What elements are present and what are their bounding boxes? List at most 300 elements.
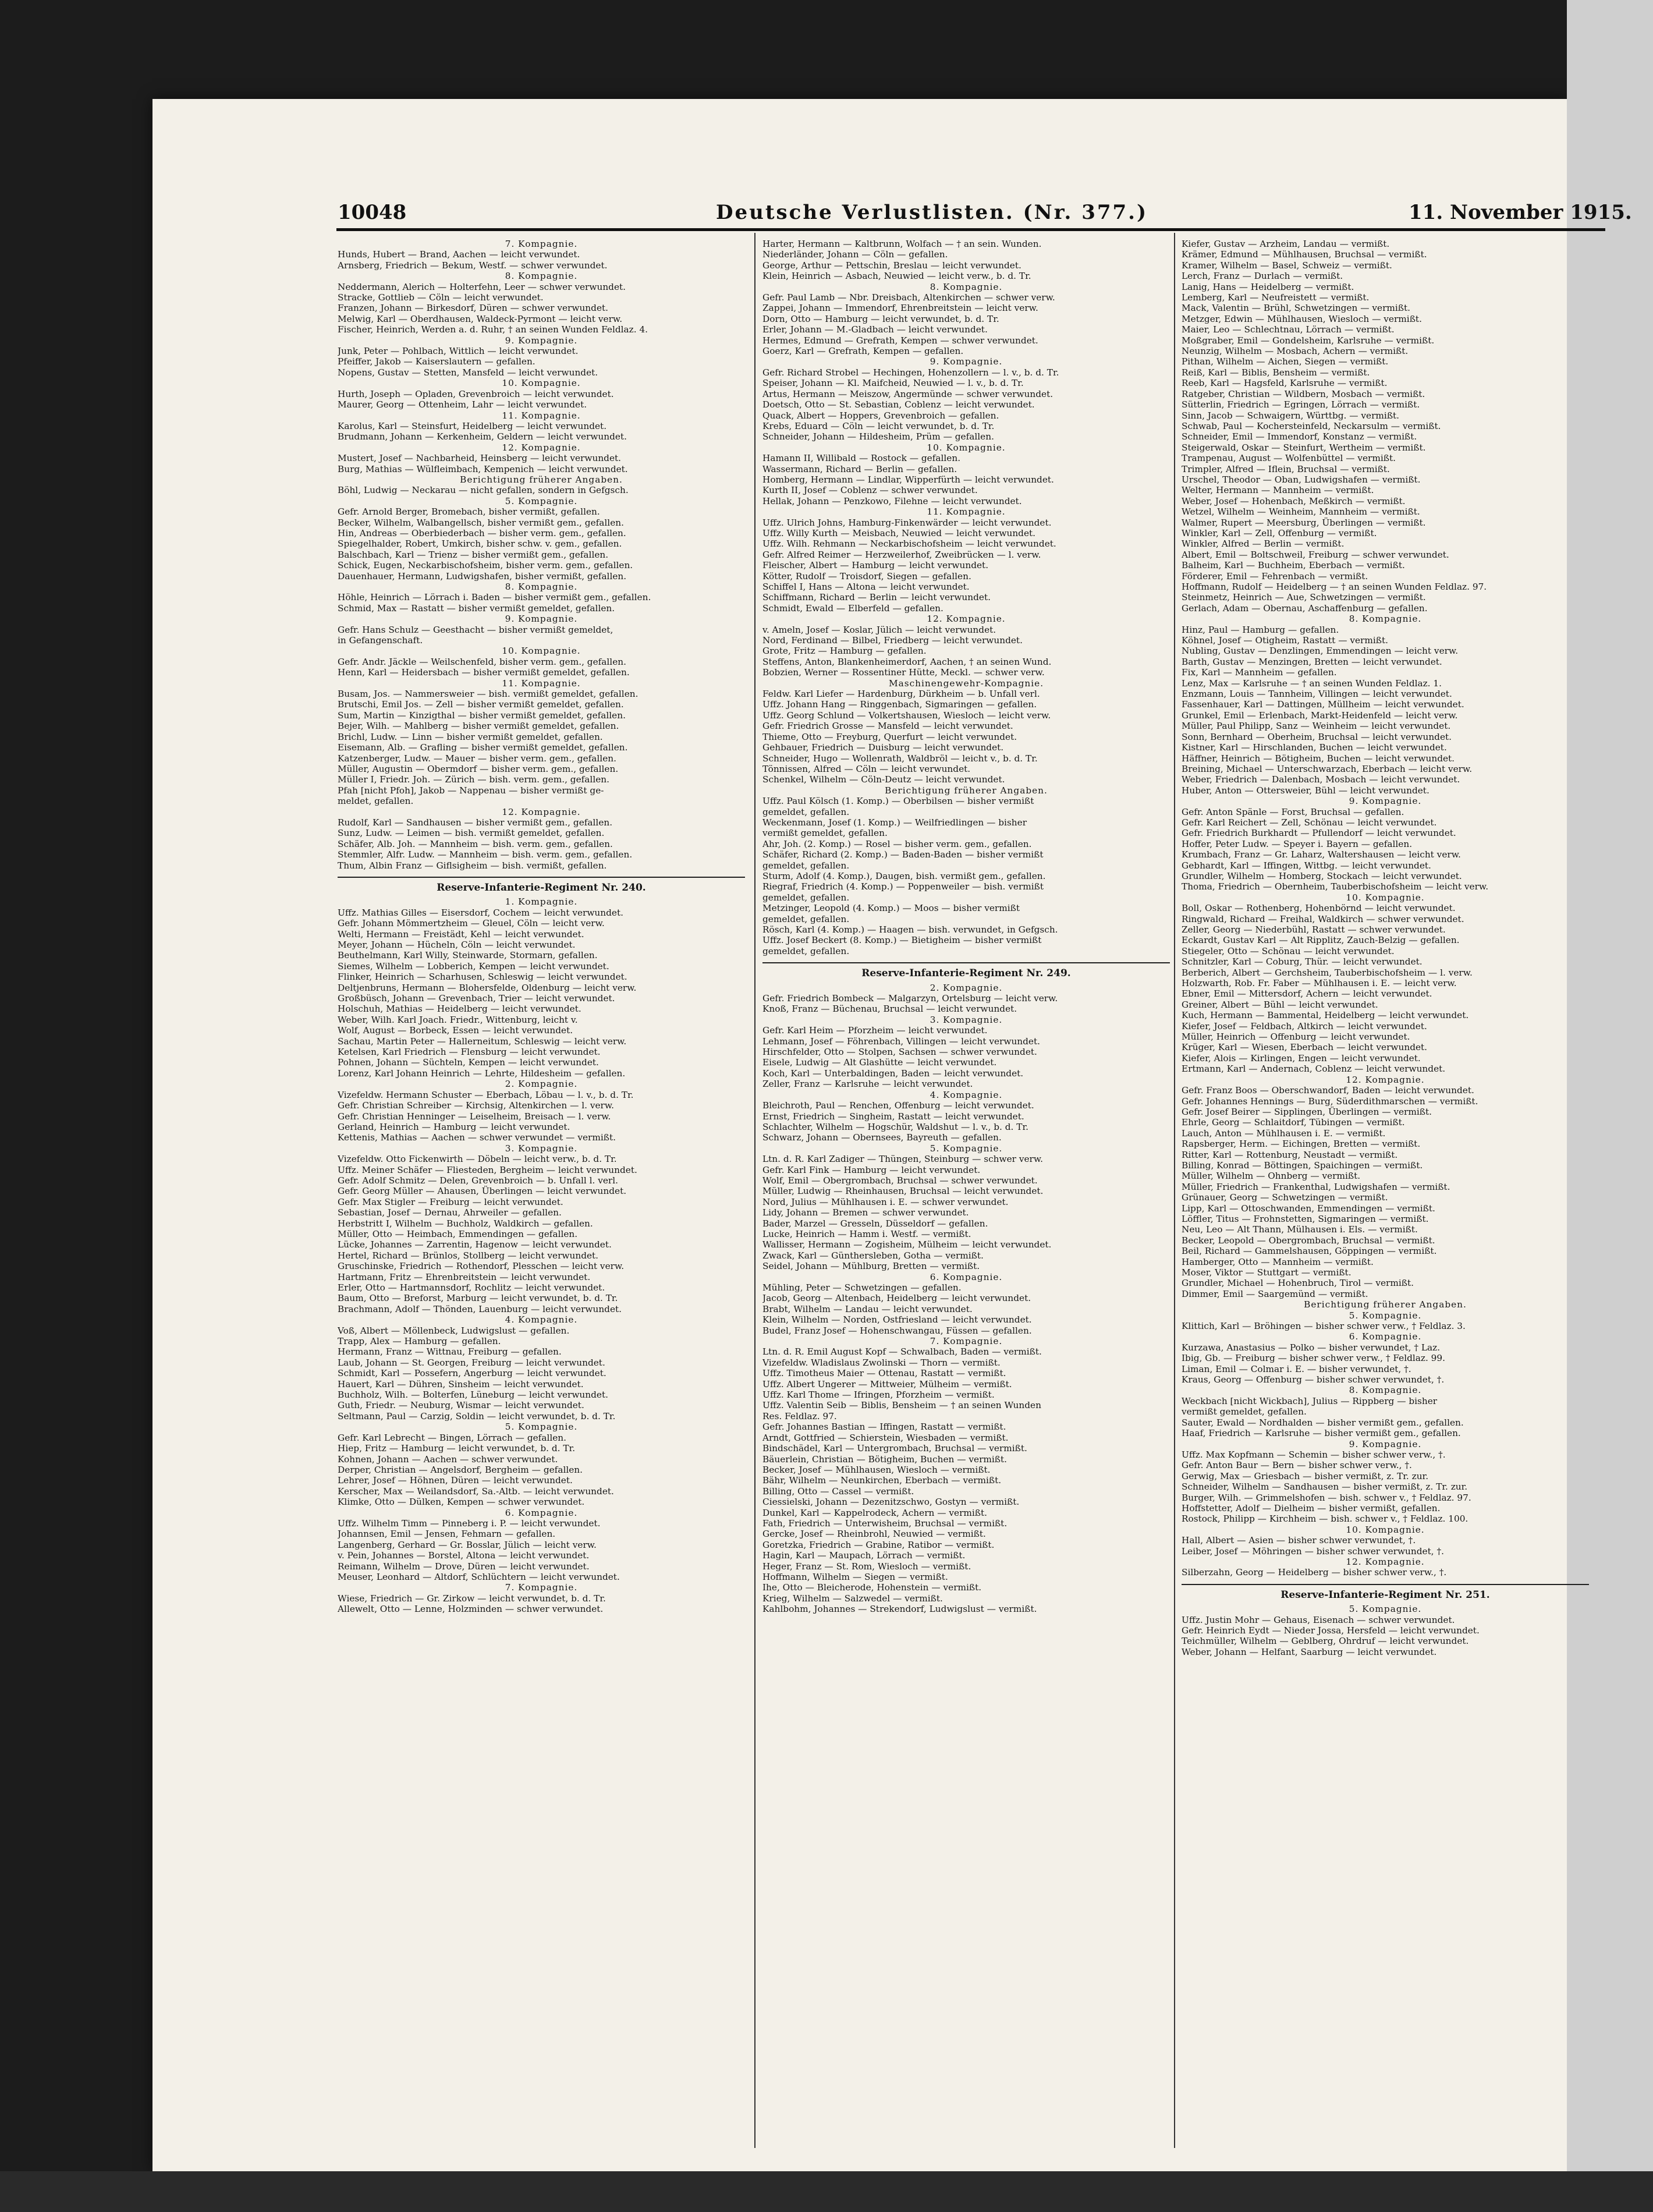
casualty-entry: Katzenberger, Ludw. — Mauer — bisher verm. gem., gefallen. bbox=[338, 753, 616, 764]
casualty-entry: Gefr. Arnold Berger, Bromebach, bisher vermißt, gefallen. bbox=[338, 506, 600, 517]
casualty-entry: Speiser, Johann — Kl. Maifcheid, Neuwied — l. v., b. d. Tr. bbox=[762, 378, 1024, 389]
casualty-entry: Gruschinske, Friedrich — Rothendorf, Plesschen — leicht verw. bbox=[338, 1261, 625, 1272]
casualty-entry: Gefr. Richard Strobel — Hechingen, Hohenzollern — l. v., b. d. Tr. bbox=[762, 367, 1059, 378]
section-heading: 8. Kompagnie. bbox=[1349, 614, 1422, 625]
casualty-entry: Brabt, Wilhelm — Landau — leicht verwundet. bbox=[762, 1303, 973, 1314]
casualty-entry: Wetzel, Wilhelm — Weinheim, Mannheim — vermißt. bbox=[1182, 506, 1420, 517]
casualty-entry: Müller, Friedrich — Frankenthal, Ludwigshafen — vermißt. bbox=[1182, 1181, 1450, 1192]
casualty-entry: Lipp, Karl — Ottoschwanden, Emmendingen — vermißt. bbox=[1182, 1203, 1435, 1214]
casualty-entry: Spiegelhalder, Robert, Umkirch, bisher schw. v. gem., gefallen. bbox=[338, 538, 622, 550]
casualty-entry: Gefr. Karl Reichert — Zell, Schönau — leicht verwundet. bbox=[1182, 817, 1437, 828]
casualty-entry: Melwig, Karl — Oberdhausen, Waldeck-Pyrmont — leicht verw. bbox=[338, 313, 623, 324]
casualty-entry: Köhnel, Josef — Otigheim, Rastatt — vermißt. bbox=[1182, 635, 1388, 646]
section-heading: 10. Kompagnie. bbox=[502, 646, 581, 657]
casualty-entry: Sonn, Bernhard — Oberheim, Bruchsal — leicht verwundet. bbox=[1182, 731, 1452, 742]
casualty-entry: Krumbach, Franz — Gr. Laharz, Waltershausen — leicht verw. bbox=[1182, 849, 1461, 860]
casualty-entry: Schmid, Max — Rastatt — bisher vermißt gemeldet, gefallen. bbox=[338, 602, 615, 614]
section-heading: 9. Kompagnie. bbox=[505, 335, 578, 346]
casualty-entry: Haaf, Friedrich — Karlsruhe — bisher vermißt gem., gefallen. bbox=[1182, 1428, 1461, 1439]
casualty-entry: Mühling, Peter — Schwetzingen — gefallen. bbox=[762, 1282, 962, 1293]
casualty-entry: Uffz. Willy Kurth — Meisbach, Neuwied — leicht verwundet. bbox=[762, 527, 1036, 538]
casualty-entry: Großbüsch, Johann — Grevenbach, Trier — leicht verwundet. bbox=[338, 993, 615, 1004]
casualty-entry: Beuthelmann, Karl Willy, Steinwarde, Stormarn, gefallen. bbox=[338, 950, 598, 961]
casualty-entry: Siemes, Wilhelm — Lobberich, Kempen — leicht verwundet. bbox=[338, 960, 609, 972]
casualty-entry: Dunkel, Karl — Kappelrodeck, Achern — vermißt. bbox=[762, 1507, 988, 1518]
casualty-entry: Müller, Ludwig — Rheinhausen, Bruchsal — leicht verwundet. bbox=[762, 1186, 1044, 1197]
casualty-entry: Ketelsen, Karl Friedrich — Flensburg — leicht verwundet. bbox=[338, 1047, 601, 1058]
casualty-entry: Henn, Karl — Heidersbach — bisher vermißt gemeldet, gefallen. bbox=[338, 667, 630, 678]
casualty-entry: Lehmann, Josef — Föhrenbach, Villingen — leicht verwundet. bbox=[762, 1036, 1040, 1047]
casualty-entry: Barth, Gustav — Menzingen, Bretten — leicht verwundet. bbox=[1182, 656, 1442, 667]
casualty-entry: Herbstritt I, Wilhelm — Buchholz, Waldkirch — gefallen. bbox=[338, 1218, 593, 1229]
casualty-entry: Uffz. Justin Mohr — Gehaus, Eisenach — schwer verwundet. bbox=[1182, 1614, 1455, 1625]
casualty-entry: Uffz. Mathias Gilles — Eisersdorf, Cochem — leicht verwundet. bbox=[338, 907, 623, 918]
casualty-entry: Walmer, Rupert — Meersburg, Überlingen — vermißt. bbox=[1182, 517, 1426, 528]
casualty-entry: Hoffmann, Rudolf — Heidelberg — † an seinen Wunden Feldlaz. 97. bbox=[1182, 582, 1487, 592]
casualty-entry: Hermes, Edmund — Grefrath, Kempen — schwer verwundet. bbox=[762, 335, 1038, 346]
casualty-entry: Artus, Hermann — Meiszow, Angermünde — schwer verwundet. bbox=[762, 388, 1053, 399]
casualty-entry: Breining, Michael — Unterschwarzach, Eberbach — leicht verw. bbox=[1182, 763, 1473, 774]
casualty-entry: Huber, Anton — Ottersweier, Bühl — leicht verwundet. bbox=[1182, 785, 1429, 796]
casualty-entry: Gefr. Anton Baur — Bern — bisher schwer verw., †. bbox=[1182, 1460, 1412, 1471]
page-title: Deutsche Verlustlisten. (Nr. 377.) bbox=[716, 201, 1148, 224]
casualty-entry: Steinmetz, Heinrich — Aue, Schwetzingen — vermißt. bbox=[1182, 592, 1426, 603]
casualty-entry: Müller, Heinrich — Offenburg — leicht verwundet. bbox=[1182, 1031, 1410, 1043]
casualty-entry: gemeldet, gefallen. bbox=[762, 945, 850, 956]
section-heading: 2. Kompagnie. bbox=[505, 1079, 578, 1090]
casualty-entry: Vizefeldw. Wladislaus Zwolinski — Thorn — vermißt. bbox=[762, 1357, 1001, 1368]
casualty-entry: Flinker, Heinrich — Scharhusen, Schleswig — leicht verwundet. bbox=[338, 972, 627, 983]
casualty-entry: Kiefer, Gustav — Arzheim, Landau — vermißt. bbox=[1182, 239, 1390, 249]
section-heading: 12. Kompagnie. bbox=[502, 442, 581, 453]
casualty-entry: Bäuerlein, Christian — Bötigheim, Buchen — vermißt. bbox=[762, 1454, 1008, 1465]
scan-margin-bottom bbox=[0, 2171, 1653, 2212]
casualty-entry: Uffz. Meiner Schäfer — Fliesteden, Bergheim — leicht verwundet. bbox=[338, 1164, 637, 1175]
casualty-entry: Gefr. Johann Mömmertzheim — Gleuel, Cöln — leicht verw. bbox=[338, 918, 605, 929]
casualty-entry: Hinz, Paul — Hamburg — gefallen. bbox=[1182, 624, 1339, 635]
casualty-entry: Ahr, Joh. (2. Komp.) — Rosel — bisher verm. gem., gefallen. bbox=[762, 838, 1032, 849]
casualty-entry: Welter, Hermann — Mannheim — vermißt. bbox=[1182, 485, 1374, 496]
casualty-entry: Gehbauer, Friedrich — Duisburg — leicht verwundet. bbox=[762, 742, 1004, 753]
casualty-entry: Schneider, Hugo — Wollenrath, Waldbröl — leicht v., b. d. Tr. bbox=[762, 753, 1038, 764]
casualty-entry: Enzmann, Louis — Tannheim, Villingen — leicht verwundet. bbox=[1182, 689, 1452, 700]
casualty-entry: Brutschi, Emil Jos. — Zell — bisher vermißt gemeldet, gefallen. bbox=[338, 699, 624, 710]
casualty-entry: Weber, Friedrich — Dalenbach, Mosbach — leicht verwundet. bbox=[1182, 774, 1460, 785]
casualty-entry: Billing, Otto — Cassel — vermißt. bbox=[762, 1486, 914, 1497]
casualty-entry: Hertel, Richard — Brünlos, Stollberg — leicht verwundet. bbox=[338, 1250, 599, 1261]
casualty-entry: Budel, Franz Josef — Hohenschwangau, Füssen — gefallen. bbox=[762, 1325, 1032, 1336]
section-heading: 9. Kompagnie. bbox=[930, 356, 1003, 367]
regiment-heading: Reserve-Infanterie-Regiment Nr. 251. bbox=[1182, 1584, 1589, 1600]
casualty-entry: Hartmann, Fritz — Ehrenbreitstein — leicht verwundet. bbox=[338, 1271, 591, 1282]
casualty-entry: Nopens, Gustav — Stetten, Mansfeld — leicht verwundet. bbox=[338, 367, 598, 378]
casualty-entry: Voß, Albert — Möllenbeck, Ludwigslust — gefallen. bbox=[338, 1325, 570, 1336]
casualty-entry: Reeb, Karl — Hagsfeld, Karlsruhe — vermißt. bbox=[1182, 378, 1388, 389]
casualty-entry: Uffz. Albert Ungerer — Mittweier, Mülheim — vermißt. bbox=[762, 1378, 1012, 1389]
casualty-entry: Krieg, Wilhelm — Salzwedel — vermißt. bbox=[762, 1593, 943, 1604]
casualty-entry: Doetsch, Otto — St. Sebastian, Coblenz — leicht verwundet. bbox=[762, 399, 1035, 410]
casualty-entry: Lücke, Johannes — Zarrentin, Hagenow — leicht verwundet. bbox=[338, 1239, 612, 1250]
casualty-entry: Hall, Albert — Asien — bisher schwer verwundet, †. bbox=[1182, 1535, 1416, 1546]
casualty-entry: Balschbach, Karl — Trienz — bisher vermißt gem., gefallen. bbox=[338, 549, 609, 560]
casualty-entry: Dauenhauer, Hermann, Ludwigshafen, bisher vermißt, gefallen. bbox=[338, 570, 627, 582]
casualty-entry: Wolf, August — Borbeck, Essen — leicht verwundet. bbox=[338, 1025, 573, 1036]
casualty-entry: Schenkel, Wilhelm — Cöln-Deutz — leicht verwundet. bbox=[762, 774, 1005, 785]
casualty-entry: Niederländer, Johann — Cöln — gefallen. bbox=[762, 249, 948, 260]
section-heading: 8. Kompagnie. bbox=[505, 271, 578, 282]
casualty-entry: Gebhardt, Karl — Iffingen, Wittbg. — leicht verwundet. bbox=[1182, 860, 1431, 871]
casualty-entry: Hoffmann, Wilhelm — Siegen — vermißt. bbox=[762, 1571, 948, 1582]
casualty-entry: Bindschädel, Karl — Untergrombach, Bruchsal — vermißt. bbox=[762, 1443, 1027, 1454]
casualty-entry: Lerch, Franz — Durlach — vermißt. bbox=[1182, 271, 1343, 282]
casualty-entry: Kötter, Rudolf — Troisdorf, Siegen — gefallen. bbox=[762, 570, 971, 582]
casualty-entry: Lidy, Johann — Bremen — schwer verwundet. bbox=[762, 1207, 969, 1218]
casualty-entry: Kiefer, Alois — Kirlingen, Engen — leicht verwundet. bbox=[1182, 1052, 1421, 1064]
casualty-entry: Moßgraber, Emil — Gondelsheim, Karlsruhe — vermißt. bbox=[1182, 335, 1435, 346]
casualty-entry: Mack, Valentin — Brühl, Schwetzingen — vermißt. bbox=[1182, 303, 1411, 314]
casualty-entry: Ertmann, Karl — Andernach, Coblenz — leicht verwundet. bbox=[1182, 1064, 1446, 1075]
casualty-entry: Hellak, Johann — Penzkowo, Filehne — leicht verwundet. bbox=[762, 495, 1022, 506]
casualty-entry: Gefr. Christian Schreiber — Kirchsig, Altenkirchen — l. verw. bbox=[338, 1100, 614, 1111]
casualty-entry: Holschuh, Mathias — Heidelberg — leicht verwundet. bbox=[338, 1004, 581, 1015]
casualty-entry: Quack, Albert — Hoppers, Grevenbroich — gefallen. bbox=[762, 410, 999, 421]
casualty-entry: Müller I, Friedr. Joh. — Zürich — bish. verm. gem., gefallen. bbox=[338, 774, 609, 785]
casualty-entry: Tönnissen, Alfred — Cöln — leicht verwundet. bbox=[762, 763, 971, 774]
casualty-entry: Gefr. Max Stigler — Freiburg — leicht verwundet. bbox=[338, 1196, 563, 1207]
casualty-entry: Winkler, Alfred — Berlin — vermißt. bbox=[1182, 538, 1345, 550]
casualty-entry: Nord, Julius — Mühlhausen i. E. — schwer verwundet. bbox=[762, 1196, 1009, 1207]
casualty-entry: Schäfer, Alb. Joh. — Mannheim — bish. verm. gem., gefallen. bbox=[338, 838, 613, 849]
casualty-entry: Steffens, Anton, Blankenheimerdorf, Aachen, † an seinen Wund. bbox=[762, 656, 1052, 667]
casualty-entry: Dimmer, Emil — Saargemünd — vermißt. bbox=[1182, 1288, 1368, 1299]
section-heading: Berichtigung früherer Angaben. bbox=[885, 785, 1048, 796]
section-heading: Berichtigung früherer Angaben. bbox=[1304, 1299, 1467, 1310]
section-heading: 11. Kompagnie. bbox=[927, 506, 1006, 517]
casualty-entry: Gerlach, Adam — Obernau, Aschaffenburg — gefallen. bbox=[1182, 602, 1428, 614]
section-heading: 8. Kompagnie. bbox=[1349, 1385, 1422, 1396]
casualty-entry: Holzwarth, Rob. Fr. Faber — Mühlhausen i. E. — leicht verw. bbox=[1182, 978, 1457, 989]
casualty-entry: Neu, Leo — Alt Thann, Mülhausen i. Els. — vermißt. bbox=[1182, 1224, 1418, 1235]
section-heading: 11. Kompagnie. bbox=[502, 678, 581, 689]
casualty-entry: Erler, Otto — Hartmannsdorf, Rochlitz — leicht verwundet. bbox=[338, 1282, 605, 1293]
casualty-entry: Metzger, Edwin — Mühlhausen, Wiesloch — vermißt. bbox=[1182, 313, 1422, 324]
casualty-entry: Bobzien, Werner — Rossentiner Hütte, Meckl. — schwer verw. bbox=[762, 667, 1045, 678]
casualty-entry: Burger, Wilh. — Grimmelshofen — bish. schwer v., † Feldlaz. 97. bbox=[1182, 1492, 1471, 1503]
casualty-entry: Müller, Otto — Heimbach, Emmendingen — gefallen. bbox=[338, 1228, 578, 1239]
casualty-entry: Uffz. Karl Thome — Ifringen, Pforzheim — vermißt. bbox=[762, 1389, 995, 1401]
casualty-entry: in Gefangenschaft. bbox=[338, 635, 423, 646]
casualty-entry: Gefr. Karl Fink — Hamburg — leicht verwundet. bbox=[762, 1164, 981, 1175]
casualty-entry: Silberzahn, Georg — Heidelberg — bisher schwer verw., †. bbox=[1182, 1567, 1447, 1578]
casualty-entry: Allewelt, Otto — Lenne, Holzminden — schwer verwundet. bbox=[338, 1604, 604, 1615]
casualty-entry: Albert, Emil — Boltschweil, Freiburg — schwer verwundet. bbox=[1182, 549, 1449, 560]
casualty-entry: Eckardt, Gustav Karl — Alt Ripplitz, Zauch-Belzig — gefallen. bbox=[1182, 935, 1460, 946]
casualty-entry: Schlachter, Wilhelm — Hogschür, Waldshut — l. v., b. d. Tr. bbox=[762, 1121, 1028, 1132]
casualty-entry: Ibig, Gb. — Freiburg — bisher schwer verw., † Feldlaz. 99. bbox=[1182, 1353, 1446, 1364]
casualty-entry: Höhle, Heinrich — Lörrach i. Baden — bisher vermißt gem., gefallen. bbox=[338, 592, 651, 603]
casualty-entry: Stracke, Gottlieb — Cöln — leicht verwundet. bbox=[338, 292, 544, 303]
casualty-entry: Schiffel I, Hans — Altona — leicht verwundet. bbox=[762, 582, 970, 592]
issue-date: 11. November 1915. bbox=[1409, 201, 1632, 224]
casualty-entry: Hurth, Joseph — Opladen, Grevenbroich — leicht verwundet. bbox=[338, 388, 614, 399]
casualty-entry: Sinn, Jacob — Schwaigern, Württbg. — vermißt. bbox=[1182, 410, 1400, 421]
casualty-entry: Ihe, Otto — Bleicherode, Hohenstein — vermißt. bbox=[762, 1582, 982, 1593]
section-heading: 3. Kompagnie. bbox=[505, 1143, 578, 1154]
casualty-entry: gemeldet, gefallen. bbox=[762, 806, 850, 817]
casualty-entry: Förderer, Emil — Fehrenbach — vermißt. bbox=[1182, 570, 1368, 582]
casualty-entry: Pithan, Wilhelm — Aichen, Siegen — vermißt. bbox=[1182, 356, 1389, 367]
casualty-entry: Bader, Marzel — Gresseln, Düsseldorf — gefallen. bbox=[762, 1218, 988, 1229]
casualty-entry: Weber, Wilh. Karl Joach. Friedr., Wittenburg, leicht v. bbox=[338, 1014, 578, 1025]
section-heading: 12. Kompagnie. bbox=[1346, 1074, 1425, 1085]
casualty-entry: Burg, Mathias — Wülfleimbach, Kempenich — leicht verwundet. bbox=[338, 463, 628, 474]
casualty-entry: Uffz. Timotheus Maier — Ottenau, Rastatt — vermißt. bbox=[762, 1368, 1006, 1379]
casualty-entry: Beil, Richard — Gammelshausen, Göppingen — vermißt. bbox=[1182, 1246, 1437, 1257]
casualty-entry: Gefr. Anton Spänle — Forst, Bruchsal — gefallen. bbox=[1182, 806, 1404, 817]
casualty-entry: Greiner, Albert — Bühl — leicht verwundet. bbox=[1182, 999, 1378, 1010]
casualty-entry: Grote, Fritz — Hamburg — gefallen. bbox=[762, 646, 927, 657]
casualty-entry: Lorenz, Karl Johann Heinrich — Lehrte, Hildesheim — gefallen. bbox=[338, 1068, 626, 1079]
casualty-entry: Thum, Albin Franz — Giflsigheim — bish. vermißt, gefallen. bbox=[338, 860, 607, 871]
casualty-entry: Kraus, Georg — Offenburg — bisher schwer verwundet, †. bbox=[1182, 1374, 1445, 1385]
casualty-entry: Gefr. Johannes Bastian — Iffingen, Rastatt — vermißt. bbox=[762, 1422, 1006, 1433]
casualty-entry: Hoffstetter, Adolf — Dielheim — bisher vermißt, gefallen. bbox=[1182, 1502, 1441, 1513]
casualty-entry: Metzinger, Leopold (4. Komp.) — Moos — bisher vermißt bbox=[762, 903, 1020, 914]
casualty-entry: Teichmüller, Wilhelm — Geblberg, Ohrdruf — leicht verwundet. bbox=[1182, 1636, 1469, 1647]
casualty-entry: Schäfer, Richard (2. Komp.) — Baden-Baden — bisher vermißt bbox=[762, 849, 1044, 860]
casualty-entry: Mustert, Josef — Nachbarheid, Heinsberg — leicht verwundet. bbox=[338, 453, 622, 464]
casualty-entry: Uffz. Wilh. Rehmann — Neckarbischofsheim — leicht verwundet. bbox=[762, 538, 1056, 550]
casualty-entry: Weckbach [nicht Wickbach], Julius — Rippberg — bisher bbox=[1182, 1395, 1438, 1406]
section-heading: 2. Kompagnie. bbox=[930, 982, 1003, 993]
regiment-heading: Reserve-Infanterie-Regiment Nr. 249. bbox=[762, 962, 1170, 979]
section-heading: 8. Kompagnie. bbox=[505, 582, 578, 592]
casualty-entry: gemeldet, gefallen. bbox=[762, 913, 850, 924]
casualty-entry: gemeldet, gefallen. bbox=[762, 892, 850, 903]
casualty-entry: Hirschfelder, Otto — Stolpen, Sachsen — schwer verwundet. bbox=[762, 1047, 1037, 1058]
casualty-entry: Kohnen, Johann — Aachen — schwer verwundet. bbox=[338, 1454, 558, 1465]
casualty-entry: Müller, Paul Philipp, Sanz — Weinheim — leicht verwundet. bbox=[1182, 721, 1451, 732]
casualty-entry: Löffler, Titus — Frohnstetten, Sigmaringen — vermißt. bbox=[1182, 1213, 1429, 1224]
casualty-entry: Thieme, Otto — Freyburg, Querfurt — leicht verwundet. bbox=[762, 731, 1017, 742]
section-heading: 10. Kompagnie. bbox=[1346, 1524, 1425, 1535]
casualty-entry: Moser, Viktor — Stuttgart — vermißt. bbox=[1182, 1267, 1352, 1278]
casualty-entry: Uffz. Max Kopfmann — Schemin — bisher schwer verw., †. bbox=[1182, 1449, 1446, 1460]
casualty-entry: Bejer, Wilh. — Mahlberg — bisher vermißt gemeldet, gefallen. bbox=[338, 721, 619, 732]
casualty-entry: Gefr. Adolf Schmitz — Delen, Grevenbroich — b. Unfall l. verl. bbox=[338, 1175, 618, 1186]
casualty-entry: Steigerwald, Oskar — Steinfurt, Wertheim — vermißt. bbox=[1182, 442, 1426, 453]
casualty-entry: Sum, Martin — Kinzigthal — bisher vermißt gemeldet, gefallen. bbox=[338, 710, 626, 721]
casualty-entry: Schneider, Emil — Immendorf, Konstanz — vermißt. bbox=[1182, 431, 1417, 442]
casualty-entry: Maier, Leo — Schlechtnau, Lörrach — vermißt. bbox=[1182, 324, 1395, 335]
casualty-entry: Goretzka, Friedrich — Grabine, Ratibor — vermißt. bbox=[762, 1539, 995, 1550]
casualty-entry: Zeller, Franz — Karlsruhe — leicht verwundet. bbox=[762, 1079, 973, 1090]
casualty-entry: Kerscher, Max — Weilandsdorf, Sa.-Altb. — leicht verwundet. bbox=[338, 1486, 614, 1497]
section-heading: 11. Kompagnie. bbox=[502, 410, 581, 421]
casualty-entry: Weber, Johann — Helfant, Saarburg — leicht verwundet. bbox=[1182, 1646, 1437, 1657]
casualty-entry: Schmidt, Karl — Possefern, Angerburg — leicht verwundet. bbox=[338, 1368, 606, 1379]
casualty-entry: Franzen, Johann — Birkesdorf, Düren — schwer verwundet. bbox=[338, 303, 609, 314]
casualty-entry: Erler, Johann — M.-Gladbach — leicht verwundet. bbox=[762, 324, 988, 335]
casualty-entry: Gefr. Josef Beirer — Sipplingen, Überlingen — vermißt. bbox=[1182, 1106, 1432, 1117]
casualty-entry: vermißt gemeldet, gefallen. bbox=[1182, 1406, 1307, 1417]
casualty-entry: Lemberg, Karl — Neufreistett — vermißt. bbox=[1182, 292, 1370, 303]
casualty-entry: Müller, Wilhelm — Ohnberg — vermißt. bbox=[1182, 1171, 1361, 1182]
casualty-entry: Meyer, Johann — Hücheln, Cöln — leicht verwundet. bbox=[338, 940, 576, 950]
casualty-entry: Meuser, Leonhard — Altdorf, Schlüchtern — leicht verwundet. bbox=[338, 1571, 620, 1582]
casualty-entry: Harter, Hermann — Kaltbrunn, Wolfach — † an sein. Wunden. bbox=[762, 239, 1042, 249]
section-heading: 8. Kompagnie. bbox=[930, 281, 1003, 292]
casualty-entry: Pohnen, Johann — Süchteln, Kempen — leicht verwundet. bbox=[338, 1057, 599, 1068]
section-heading: 10. Kompagnie. bbox=[927, 442, 1006, 453]
casualty-entry: Liman, Emil — Colmar i. E. — bisher verwundet, †. bbox=[1182, 1363, 1411, 1374]
casualty-entry: Fleischer, Albert — Hamburg — leicht verwundet. bbox=[762, 560, 989, 571]
casualty-entry: Goerz, Karl — Grefrath, Kempen — gefallen. bbox=[762, 346, 964, 357]
casualty-entry: Arndt, Gottfried — Schierstein, Wiesbaden — vermißt. bbox=[762, 1432, 1009, 1443]
casualty-entry: v. Pein, Johannes — Borstel, Altona — leicht verwundet. bbox=[338, 1550, 590, 1561]
casualty-entry: Bleichroth, Paul — Renchen, Offenburg — leicht verwundet. bbox=[762, 1100, 1034, 1111]
casualty-entry: Uffz. Paul Kölsch (1. Komp.) — Oberbilsen — bisher vermißt bbox=[762, 796, 1034, 807]
casualty-entry: Klein, Heinrich — Asbach, Neuwied — leicht verw., b. d. Tr. bbox=[762, 271, 1031, 282]
casualty-entry: Wassermann, Richard — Berlin — gefallen. bbox=[762, 463, 957, 474]
header-rule bbox=[336, 228, 1605, 231]
casualty-entry: Berberich, Albert — Gerchsheim, Tauberbischofsheim — l. verw. bbox=[1182, 967, 1473, 978]
casualty-entry: Uffz. Valentin Seib — Biblis, Bensheim — † an seinen Wunden bbox=[762, 1400, 1041, 1411]
casualty-entry: Fix, Karl — Mannheim — gefallen. bbox=[1182, 667, 1337, 678]
casualty-entry: Becker, Leopold — Obergrombach, Bruchsal — vermißt. bbox=[1182, 1235, 1435, 1246]
section-heading: 12. Kompagnie. bbox=[927, 614, 1006, 625]
casualty-entry: Krämer, Edmund — Mühlhausen, Bruchsal — vermißt. bbox=[1182, 249, 1427, 260]
casualty-entry: Hamann II, Willibald — Rostock — gefallen. bbox=[762, 453, 961, 464]
column-divider bbox=[754, 233, 755, 2148]
casualty-entry: Gefr. Friedrich Burkhardt — Pfullendorf — leicht verwundet. bbox=[1182, 828, 1456, 839]
casualty-entry: Grünauer, Georg — Schwetzingen — vermißt. bbox=[1182, 1192, 1388, 1203]
casualty-entry: Laub, Johann — St. Georgen, Freiburg — leicht verwundet. bbox=[338, 1357, 605, 1368]
section-heading: 12. Kompagnie. bbox=[502, 806, 581, 817]
casualty-entry: Eisele, Ludwig — Alt Glashütte — leicht verwundet. bbox=[762, 1057, 997, 1068]
casualty-entry: Gefr. Karl Heim — Pforzheim — leicht verwundet. bbox=[762, 1025, 988, 1036]
casualty-entry: Müller, Augustin — Obermdorf — bisher verm. gem., gefallen. bbox=[338, 763, 619, 774]
section-heading: 6. Kompagnie. bbox=[505, 1507, 578, 1518]
casualty-entry: Karolus, Karl — Steinsfurt, Heidelberg — leicht verwundet. bbox=[338, 420, 607, 431]
casualty-entry: Stemmler, Alfr. Ludw. — Mannheim — bish. verm. gem., gefallen. bbox=[338, 849, 633, 860]
casualty-entry: Lucke, Heinrich — Hamm i. Westf. — vermißt. bbox=[762, 1228, 971, 1239]
section-heading: 9. Kompagnie. bbox=[1349, 796, 1422, 807]
casualty-entry: Schwarz, Johann — Obernsees, Bayreuth — gefallen. bbox=[762, 1132, 1002, 1143]
regiment-heading: Reserve-Infanterie-Regiment Nr. 240. bbox=[338, 877, 745, 893]
casualty-entry: Neunzig, Wilhelm — Mosbach, Achern — vermißt. bbox=[1182, 346, 1409, 357]
casualty-entry: Busam, Jos. — Nammersweier — bish. vermißt gemeldet, gefallen. bbox=[338, 689, 639, 700]
casualty-entry: Rapsberger, Herm. — Eichingen, Bretten — vermißt. bbox=[1182, 1139, 1421, 1150]
casualty-entry: Kramer, Wilhelm — Basel, Schweiz — vermißt. bbox=[1182, 260, 1392, 271]
casualty-entry: Lehrer, Josef — Höhnen, Düren — leicht verwundet. bbox=[338, 1475, 573, 1486]
casualty-entry: Krüger, Karl — Wiesen, Eberbach — leicht verwundet. bbox=[1182, 1042, 1428, 1053]
casualty-entry: Gefr. Hans Schulz — Geesthacht — bisher vermißt gemeldet, bbox=[338, 624, 613, 635]
casualty-entry: Ltn. d. R. Emil August Kopf — Schwalbach, Baden — vermißt. bbox=[762, 1346, 1042, 1357]
casualty-entry: Schnitzler, Karl — Coburg, Thür. — leicht verwundet. bbox=[1182, 956, 1423, 967]
casualty-entry: Rudolf, Karl — Sandhausen — bisher vermißt gem., gefallen. bbox=[338, 817, 613, 828]
casualty-entry: Krebs, Eduard — Cöln — leicht verwundet, b. d. Tr. bbox=[762, 420, 995, 431]
casualty-entry: Grundler, Wilhelm — Homberg, Stockach — leicht verwundet. bbox=[1182, 870, 1462, 881]
section-heading: 3. Kompagnie. bbox=[930, 1014, 1003, 1025]
casualty-entry: Deltjenbruns, Hermann — Blohersfelde, Oldenburg — leicht verw. bbox=[338, 982, 637, 993]
casualty-entry: Gefr. Georg Müller — Ahausen, Überlingen — leicht verwundet. bbox=[338, 1186, 627, 1197]
casualty-entry: Gefr. Johannes Hennings — Burg, Süderdithmarschen — vermißt. bbox=[1182, 1096, 1478, 1107]
section-heading: 4. Kompagnie. bbox=[930, 1089, 1003, 1100]
casualty-entry: Koch, Karl — Unterbaldingen, Baden — leicht verwundet. bbox=[762, 1068, 1024, 1079]
casualty-entry: Grunkel, Emil — Erlenbach, Markt-Heidenfeld — leicht verw. bbox=[1182, 710, 1458, 721]
casualty-entry: Schick, Eugen, Neckarbischofsheim, bisher verm. gem., gefallen. bbox=[338, 560, 633, 571]
casualty-entry: Kurth II, Josef — Coblenz — schwer verwundet. bbox=[762, 485, 978, 496]
casualty-entry: Klittich, Karl — Bröhingen — bisher schwer verw., † Feldlaz. 3. bbox=[1182, 1321, 1466, 1332]
casualty-entry: Gefr. Heinrich Eydt — Nieder Jossa, Hersfeld — leicht verwundet. bbox=[1182, 1625, 1480, 1636]
section-heading: 4. Kompagnie. bbox=[505, 1314, 578, 1325]
casualty-entry: Vizefeldw. Hermann Schuster — Eberbach, Löbau — l. v., b. d. Tr. bbox=[338, 1089, 634, 1100]
casualty-entry: Weckenmann, Josef (1. Komp.) — Weilfriedlingen — bisher bbox=[762, 817, 1027, 828]
casualty-entry: Gefr. Paul Lamb — Nbr. Dreisbach, Altenkirchen — schwer verw. bbox=[762, 292, 1055, 303]
casualty-entry: Gefr. Karl Lebrecht — Bingen, Lörrach — gefallen. bbox=[338, 1432, 566, 1443]
casualty-entry: Sauter, Ewald — Nordhalden — bisher vermißt gem., gefallen. bbox=[1182, 1417, 1464, 1428]
section-heading: 5. Kompagnie. bbox=[1349, 1604, 1422, 1615]
casualty-entry: Vizefeldw. Otto Fickenwirth — Döbeln — leicht verw., b. d. Tr. bbox=[338, 1154, 617, 1165]
casualty-entry: Schiffmann, Richard — Berlin — leicht verwundet. bbox=[762, 592, 991, 603]
casualty-entry: Seidel, Johann — Mühlburg, Bretten — vermißt. bbox=[762, 1261, 980, 1272]
casualty-entry: Gerwig, Max — Griesbach — bisher vermißt, z. Tr. zur. bbox=[1182, 1470, 1429, 1481]
casualty-entry: Hiep, Fritz — Hamburg — leicht verwundet, b. d. Tr. bbox=[338, 1443, 576, 1454]
casualty-entry: Buchholz, Wilh. — Bolterfen, Lüneburg — leicht verwundet. bbox=[338, 1389, 608, 1401]
casualty-entry: Reimann, Wilhelm — Drove, Düren — leicht verwundet. bbox=[338, 1561, 590, 1572]
casualty-entry: Jacob, Georg — Altenbach, Heidelberg — leicht verwundet. bbox=[762, 1293, 1031, 1304]
casualty-entry: Rösch, Karl (4. Komp.) — Haagen — bish. verwundet, in Gefgsch. bbox=[762, 924, 1058, 935]
casualty-entry: Brachmann, Adolf — Thönden, Lauenburg — leicht verwundet. bbox=[338, 1303, 622, 1314]
casualty-entry: Fischer, Heinrich, Werden a. d. Ruhr, † an seinen Wunden Feldlaz. 4. bbox=[338, 324, 648, 335]
casualty-entry: Gerland, Heinrich — Hamburg — leicht verwundet. bbox=[338, 1121, 570, 1132]
casualty-entry: Riegraf, Friedrich (4. Komp.) — Poppenweiler — bish. vermißt bbox=[762, 881, 1044, 892]
casualty-entry: Gefr. Alfred Reimer — Herzweilerhof, Zweibrücken — l. verw. bbox=[762, 549, 1041, 560]
section-heading: Berichtigung früherer Angaben. bbox=[460, 474, 623, 485]
casualty-entry: Homberg, Hermann — Lindlar, Wipperfürth — leicht verwundet. bbox=[762, 474, 1054, 485]
casualty-entry: Lanig, Hans — Heidelberg — vermißt. bbox=[1182, 281, 1354, 292]
casualty-entry: Weber, Josef — Hohenbach, Meßkirch — vermißt. bbox=[1182, 495, 1406, 506]
casualty-entry: Uffz. Johann Hang — Ringgenbach, Sigmaringen — gefallen. bbox=[762, 699, 1037, 710]
casualty-entry: Ritter, Karl — Rottenburg, Neustadt — vermißt. bbox=[1182, 1149, 1398, 1160]
casualty-entry: Hermann, Franz — Wittnau, Freiburg — gefallen. bbox=[338, 1346, 562, 1357]
casualty-entry: Wallisser, Hermann — Zogisheim, Mülheim — leicht verwundet. bbox=[762, 1239, 1052, 1250]
section-heading: 12. Kompagnie. bbox=[1346, 1556, 1425, 1567]
casualty-entry: Uffz. Wilhelm Timm — Pinneberg i. P. — leicht verwundet. bbox=[338, 1518, 601, 1529]
casualty-entry: Kiefer, Josef — Feldbach, Altkirch — leicht verwundet. bbox=[1182, 1020, 1427, 1031]
casualty-entry: Lauch, Anton — Mühlhausen i. E. — vermißt. bbox=[1182, 1128, 1386, 1139]
casualty-entry: Eisemann, Alb. — Grafling — bisher vermißt gemeldet, gefallen. bbox=[338, 742, 628, 753]
casualty-entry: gemeldet, gefallen. bbox=[762, 860, 850, 871]
casualty-entry: Hunds, Hubert — Brand, Aachen — leicht verwundet. bbox=[338, 249, 580, 260]
casualty-entry: Ratgeber, Christian — Wildbern, Mosbach — vermißt. bbox=[1182, 388, 1425, 399]
section-heading: 9. Kompagnie. bbox=[1349, 1438, 1422, 1449]
casualty-entry: Dorn, Otto — Hamburg — leicht verwundet, b. d. Tr. bbox=[762, 313, 999, 324]
casualty-entry: Klein, Wilhelm — Norden, Ostfriesland — leicht verwundet. bbox=[762, 1314, 1032, 1325]
casualty-entry: Neddermann, Alerich — Holterfehn, Leer — schwer verwundet. bbox=[338, 281, 626, 292]
casualty-entry: Fassenhauer, Karl — Dattingen, Müllheim — leicht verwundet. bbox=[1182, 699, 1464, 710]
casualty-entry: Rostock, Philipp — Kirchheim — bish. schwer v., † Feldlaz. 100. bbox=[1182, 1513, 1468, 1525]
casualty-entry: Zeller, Georg — Niederbühl, Rastatt — schwer verwundet. bbox=[1182, 924, 1446, 935]
casualty-entry: Gercke, Josef — Rheinbrohl, Neuwied — vermißt. bbox=[762, 1529, 986, 1540]
casualty-entry: Feldw. Karl Liefer — Hardenburg, Dürkheim — b. Unfall verl. bbox=[762, 689, 1040, 700]
casualty-entry: Billing, Konrad — Böttingen, Spaichingen — vermißt. bbox=[1182, 1160, 1423, 1171]
casualty-entry: Becker, Josef — Mühlhausen, Wiesloch — vermißt. bbox=[762, 1464, 991, 1475]
section-heading: 10. Kompagnie. bbox=[1346, 892, 1425, 903]
casualty-entry: Brudmann, Johann — Kerkenheim, Geldern — leicht verwundet. bbox=[338, 431, 627, 442]
casualty-entry: Pfah [nicht Pfoh], Jakob — Nappenau — bisher vermißt ge- bbox=[338, 785, 604, 796]
